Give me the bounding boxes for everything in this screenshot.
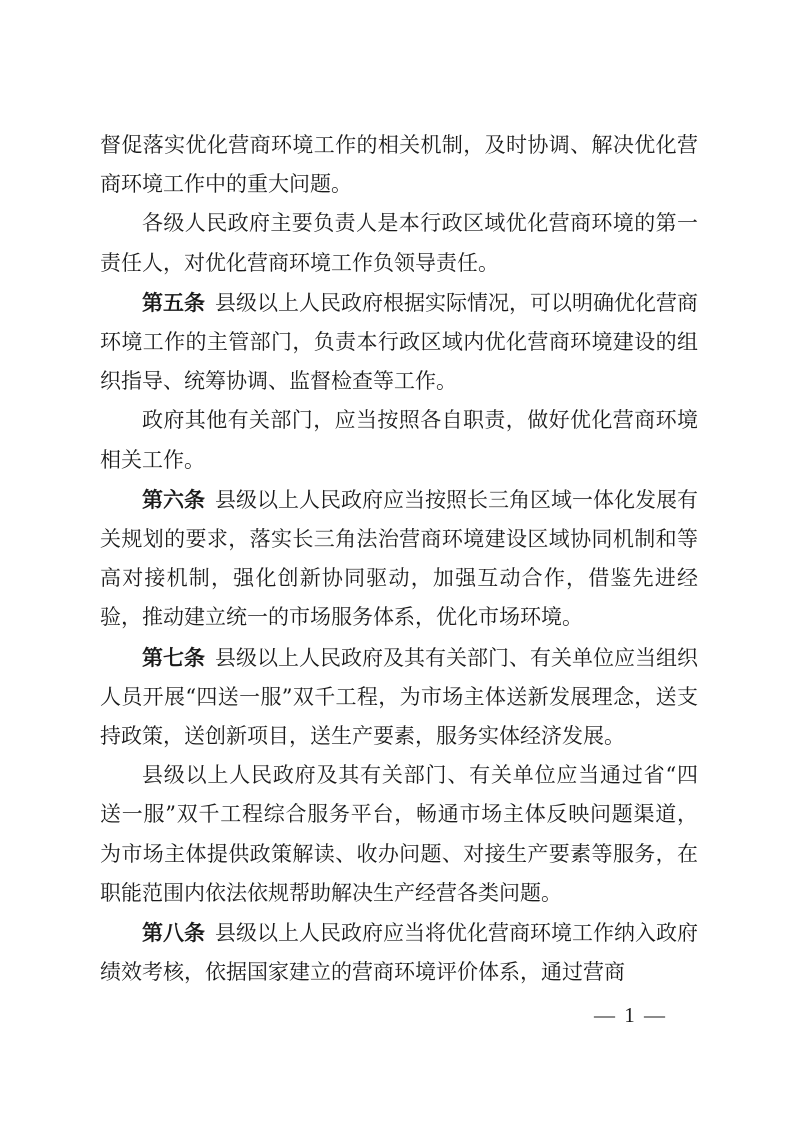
document-body [100, 126, 698, 992]
paragraph [100, 756, 698, 913]
paragraph-text: 政府其他有关部门，应当按照各自职责，做好优化营商环境相关工作。 [100, 408, 698, 472]
paragraph-text: 县级以上人民政府根据实际情况，可以明确优化营商环境工作的主管部门，负责本行政区域内优化营商环境建设的组织指导、统筹协调、监督检查等工作。 [100, 290, 698, 394]
paragraph-text: 县级以上人民政府及其有关部门、有关单位应当通过省“四送一服”双千工程综合服务平台，畅通市场主体反映问题渠道，为市场主体提供政策解读、收办问题、对接生产要素等服务，在职能范围内依法依规帮助解决生产经营各类问题。 [100, 763, 698, 905]
article-number: 第六条 [142, 486, 205, 512]
article-number: 第七条 [142, 644, 205, 670]
paragraph [100, 204, 698, 282]
article-paragraph [100, 283, 698, 402]
paragraph-text: 督促落实优化营商环境工作的相关机制，及时协调、解决优化营商环境工作中的重大问题。 [100, 133, 698, 197]
article-paragraph [100, 480, 698, 638]
article-number: 第八条 [142, 920, 205, 946]
paragraph-text: 各级人民政府主要负责人是本行政区域优化营商环境的第一责任人，对优化营商环境工作负领导责任。 [100, 211, 698, 275]
paragraph [100, 126, 698, 204]
article-number: 第五条 [142, 289, 205, 315]
paragraph-text: 县级以上人民政府应当将优化营商环境工作纳入政府绩效考核，依据国家建立的营商环境评价体系，通过营商 [100, 921, 698, 985]
page-number: — 1 — [594, 1003, 667, 1027]
paragraph-text: 县级以上人民政府应当按照长三角区域一体化发展有关规划的要求，落实长三角法治营商环境建设区域协同机制和等高对接机制，强化创新协同驱动，加强互动合作，借鉴先进经验，推动建立统一的市场服务体系，优化市场环境。 [100, 487, 698, 630]
article-paragraph [100, 638, 698, 757]
article-paragraph [100, 913, 698, 992]
paragraph-text: 县级以上人民政府及其有关部门、有关单位应当组织人员开展“四送一服”双千工程，为市场主体送新发展理念，送支持政策，送创新项目，送生产要素，服务实体经济发展。 [100, 645, 698, 749]
paragraph [100, 401, 698, 479]
